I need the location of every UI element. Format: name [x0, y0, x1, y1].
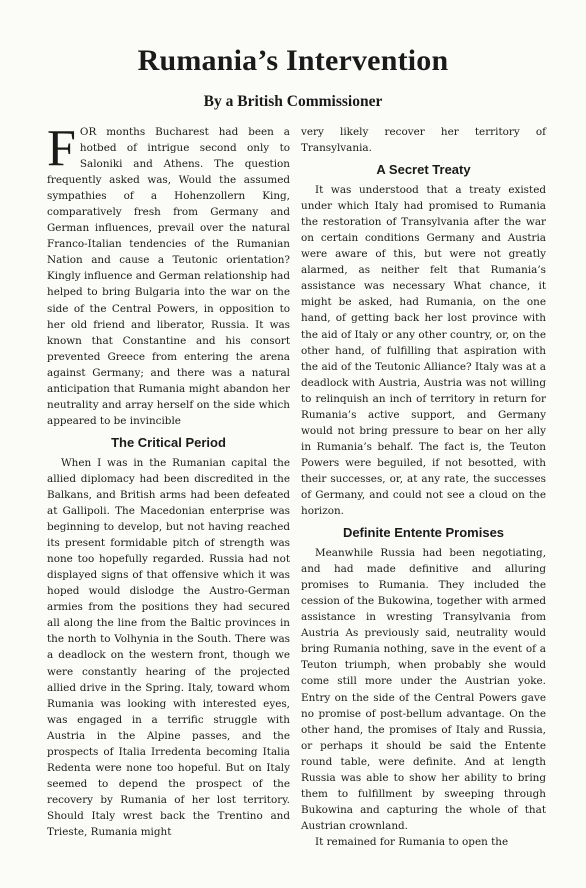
continued-paragraph: very likely recover her territory of Transylvania. [301, 126, 546, 155]
body-paragraph: Meanwhile Russia had been negotiating, and had made definitive and alluring promises to Rumania. They included the cession of the Bukowina, together with armed assistance in wresting Transylvania from Austria As previously said, neutrality would bring Rumania nothing, save in the event of a Teuton triumph, when probably she would come still more under the Austrian yoke. Entry on the side of the Central Powers gave no promise of post-bellum advantage. On the other hand, the promises of Italy and Russia, or perhaps it should be said the Entente round table, were definite. And at length Russia was able to show her ability to bring them to fulfillment by sweeping through Bukowina and capturing the whole of that Austrian crownland. [301, 547, 546, 832]
section-heading-critical-period: The Critical Period [111, 434, 226, 450]
left-column [47, 120, 290, 840]
opening-text: OR months Bucharest had been a hotbed of intrigue second only to Saloniki and Athens. The question frequently asked was, Would the assumed sympathies of a Hohenzollern King, comparatively fresh from Germany and German influences, prevail over the natural Franco-Italian tendencies of the Rumanian Nation and cause a Teutonic orientation? Kingly influence and German relationship had helped to bring Bulgaria into the war on the side of the Central Powers, in opposition to her old friend and liberator, Russia. It was known that Constantine and his consort prevented Greece from entering the arena against Germany; and there was a natural anticipation that Rumania might abandon her neutrality and array herself on the side which appeared to be invincible [47, 126, 290, 427]
opening-paragraph [47, 120, 290, 429]
article-byline: By a British Commissioner [203, 93, 383, 110]
drop-cap: F [47, 120, 76, 177]
section-heading-entente-promises: Definite Entente Promises [342, 525, 505, 541]
body-paragraph: When I was in the Rumanian capital the allied diplomacy had been discredited in the Balkans, and British arms had been defeated at Gallipoli. The Macedonian enterprise was beginning to develop, but not having reached its present formidable pitch of strength was none too hopefully regarded. Russia had not displayed signs of that offensive which it was hoped would dislodge the Austro-German armies from the positions they had secured all along the line from the Baltic provinces in the north to Volhynia in the South. There was a deadlock on the western front, though we were constantly hearing of the projected allied drive in the Spring. Italy, toward whom Rumania was looking with interested eyes, was engaged in a terrific struggle with Austria in the Alpine passes, and the prospects of Italia Irredenta becoming Italia Redenta were none too hopeful. But on Italy seemed to depend the prospect of the recovery by Rumania of her lost territory. Should Italy wrest back the Trentino and Trieste, Rumania might [47, 456, 290, 838]
body-paragraph: It remained for Rumania to open the [315, 835, 509, 848]
article-title: Rumania’s Intervention [137, 44, 449, 77]
right-column [301, 124, 546, 850]
section-heading-secret-treaty: A Secret Treaty [376, 162, 471, 178]
body-paragraph: It was understood that a treaty existed under which Italy had promised to Rumania the restoration of Transylvania after the war on certain conditions Germany and Austria were aware of this, but were not greatly alarmed, as neither felt that Rumania’s assistance was necessary What chance, it might be asked, had Rumania, on the one hand, of getting back her lost province with the aid of Italy or any other country, or, on the other hand, of fulfilling that aspiration with the aid of the Teutonic Alliance? Italy was at a deadlock with Austria, Austria was not willing to relinquish an inch of territory in return for Rumania’s active support, and Germany would not bring pressure to bear on her ally in Rumania’s behalf. The fact is, the Teuton Powers were beguiled, if not besotted, with their successes, or, at any rate, the successes of Germany, and could not see a cloud on the horizon. [301, 184, 546, 518]
